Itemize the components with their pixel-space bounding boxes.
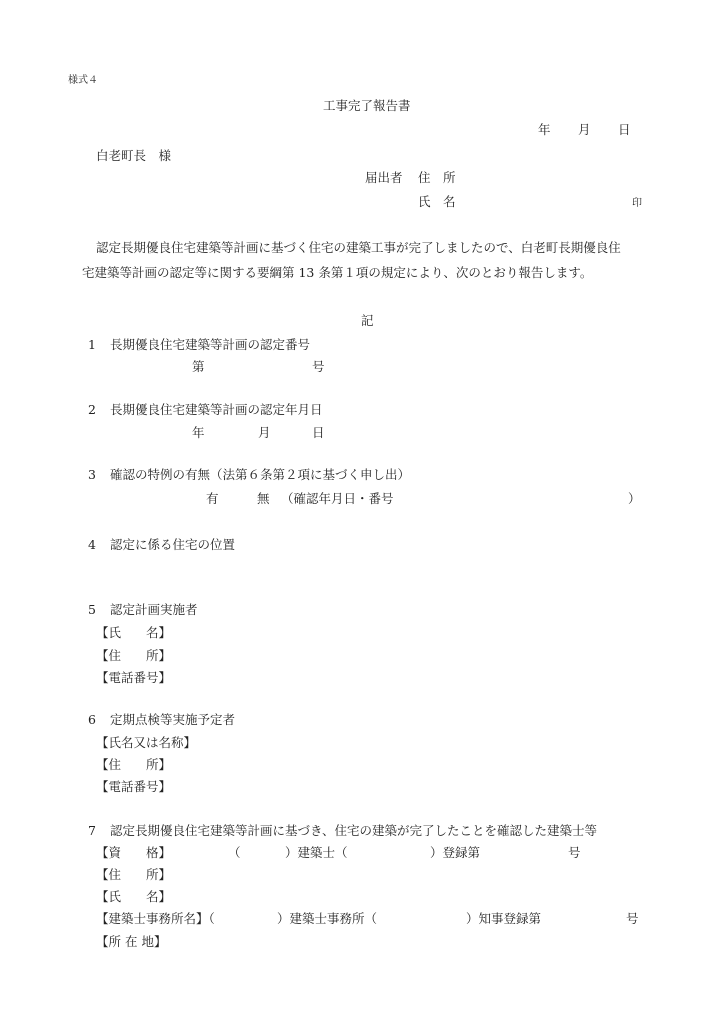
item-1-dai: 第 xyxy=(192,359,205,374)
item-4-title: 認定に係る住宅の位置 xyxy=(110,537,236,552)
item-7-title: 認定長期優良住宅建築等計画に基づき、住宅の建築が完了したことを確認した建築士等 xyxy=(110,823,598,838)
notifier-address-label: 住 所 xyxy=(418,170,456,185)
item-3-no: 無 xyxy=(257,491,270,506)
form-number: 様式４ xyxy=(68,75,98,86)
item-5-number: 5 xyxy=(88,602,96,617)
item-5-name-label: 【氏 名】 xyxy=(96,625,172,640)
item-3-yes: 有 xyxy=(206,491,219,506)
document-title: 工事完了報告書 xyxy=(323,98,411,113)
body-text-line-1: 認定長期優良住宅建築等計画に基づく住宅の建築工事が完了しましたので、白老町長期優良住 xyxy=(96,240,621,255)
item-6-title: 定期点検等実施予定者 xyxy=(110,712,236,727)
item-3-number: 3 xyxy=(88,467,96,482)
item-7-qualification-registration: ）登録第 xyxy=(430,845,481,860)
item-7-office-label: 【建築士事務所名】（ xyxy=(96,911,215,926)
item-2-number: 2 xyxy=(88,402,96,417)
item-5-title: 認定計画実施者 xyxy=(110,602,198,617)
item-6-name-label: 【氏名又は名称】 xyxy=(96,735,197,750)
item-7-office-go: 号 xyxy=(626,911,639,926)
item-6-address-label: 【住 所】 xyxy=(96,757,172,772)
item-3-detail-open: （確認年月日・番号 xyxy=(281,491,394,506)
item-7-name-label: 【氏 名】 xyxy=(96,889,172,904)
item-7-location-label: 【所 在 地】 xyxy=(96,934,167,949)
item-4-number: 4 xyxy=(88,537,96,552)
item-7-address-label: 【住 所】 xyxy=(96,867,172,882)
item-7-number: 7 xyxy=(88,823,96,838)
addressee: 白老町長 様 xyxy=(96,148,172,163)
item-6-number: 6 xyxy=(88,712,96,727)
notifier-label: 届出者 xyxy=(365,170,403,185)
item-6-phone-label: 【電話番号】 xyxy=(96,779,172,794)
item-7-office-architect: ）建築士事務所（ xyxy=(277,911,378,926)
item-3-title: 確認の特例の有無（法第６条第２項に基づく申し出） xyxy=(110,467,411,482)
date-year-label: 年 xyxy=(538,122,551,137)
item-1-go: 号 xyxy=(312,359,325,374)
item-1-number: 1 xyxy=(88,337,96,352)
seal-mark: 印 xyxy=(632,198,642,209)
item-3-detail-close: ） xyxy=(628,491,641,506)
ki-heading: 記 xyxy=(361,313,374,328)
item-7-qualification-open: （ xyxy=(228,845,241,860)
date-month-label: 月 xyxy=(578,122,591,137)
item-5-phone-label: 【電話番号】 xyxy=(96,670,172,685)
item-2-month: 月 xyxy=(258,425,271,440)
item-7-qualification-architect: ）建築士（ xyxy=(285,845,348,860)
body-text-line-2: 宅建築等計画の認定等に関する要綱第 13 条第１項の規定により、次のとおり報告します。 xyxy=(82,265,593,280)
item-1-title: 長期優良住宅建築等計画の認定番号 xyxy=(110,337,311,352)
item-5-address-label: 【住 所】 xyxy=(96,648,172,663)
item-7-qualification-label: 【資 格】 xyxy=(96,845,172,860)
item-7-office-registration: ）知事登録第 xyxy=(466,911,542,926)
notifier-name-label: 氏 名 xyxy=(418,194,456,209)
item-2-year: 年 xyxy=(192,425,205,440)
item-7-qualification-go: 号 xyxy=(568,845,581,860)
date-day-label: 日 xyxy=(618,122,631,137)
item-2-title: 長期優良住宅建築等計画の認定年月日 xyxy=(110,402,323,417)
item-2-day: 日 xyxy=(312,425,325,440)
